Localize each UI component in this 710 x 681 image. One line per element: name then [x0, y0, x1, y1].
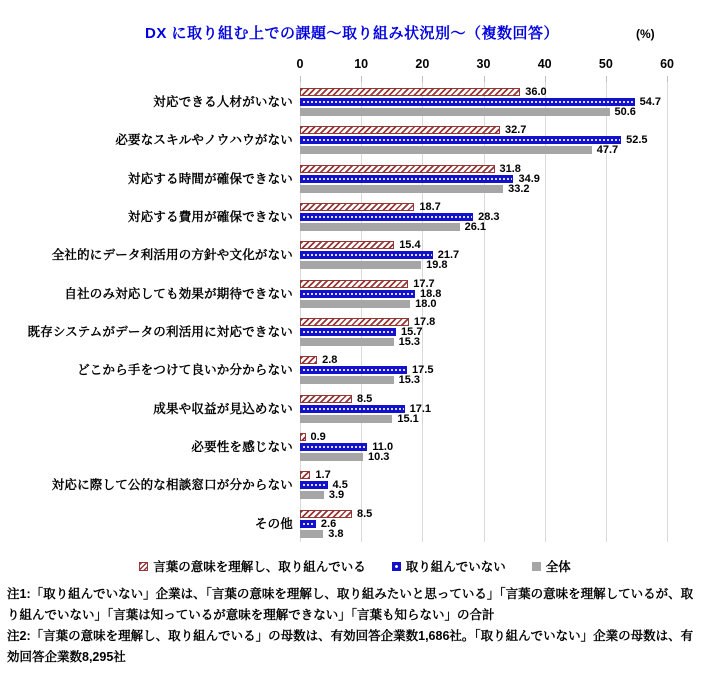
x-axis-tick-label: 40 [537, 57, 552, 71]
bar-red-hatch [300, 318, 409, 326]
value-label: 8.5 [356, 392, 373, 405]
x-axis-tick-label: 20 [415, 57, 430, 71]
category-label: 必要なスキルやノウハウがない [115, 133, 293, 148]
value-label: 19.8 [426, 259, 448, 272]
value-label: 31.8 [499, 162, 521, 175]
bar-blue-dots [300, 443, 367, 451]
category-label: 成果や収益が見込めない [153, 401, 293, 416]
value-label: 2.8 [322, 354, 338, 367]
notes [7, 584, 704, 668]
bar-gray-solid [300, 338, 394, 346]
value-label: 1.7 [315, 469, 331, 482]
bar-red-hatch [300, 203, 414, 211]
value-label: 2.6 [320, 517, 337, 530]
bar-blue-dots [300, 290, 415, 298]
bar-blue-dots [300, 481, 328, 489]
note-1: 注1:「取り組んでいない」企業は、「言葉の意味を理解し、取り組みたいと思っている」「言葉の意味を理解しているが、取り組んでいない」「言葉は知っているが意味を理解できない」「言葉も知らない」の合計 [7, 587, 694, 622]
value-label: 50.6 [614, 106, 636, 118]
category-label: 自社のみ対応しても効果が期待できない [64, 286, 293, 301]
legend-label: 取り組んでいない [405, 560, 506, 574]
bar-blue-dots [300, 366, 407, 374]
category-label: 既存システムがデータの利活用に対応できない [27, 325, 293, 340]
value-label: 47.7 [596, 144, 619, 157]
value-label: 15.1 [397, 412, 419, 425]
category-label: 対応する費用が確保できない [127, 210, 293, 225]
bar-red-hatch [300, 471, 310, 479]
legend [0, 557, 710, 575]
value-label: 3.9 [328, 489, 345, 502]
category-label: 必要性を感じない [191, 440, 293, 455]
category-label: 全社的にデータ利活用の方針や文化がない [51, 248, 293, 263]
value-label: 33.2 [508, 182, 530, 195]
bar-red-hatch [300, 510, 352, 518]
value-label: 15.3 [398, 335, 420, 348]
value-label: 10.3 [368, 450, 390, 463]
x-axis-tick-label: 50 [598, 57, 613, 71]
bar-gray-solid [300, 146, 592, 154]
bar-gray-solid [300, 300, 410, 308]
value-label: 18.0 [415, 297, 437, 310]
x-axis-tick-label: 60 [660, 57, 674, 71]
legend-item [139, 557, 366, 575]
bar-blue-dots [300, 175, 513, 183]
bar-red-hatch [300, 433, 306, 441]
category-label: どこから手をつけて良いか分からない [77, 363, 293, 378]
bar-red-hatch [300, 88, 520, 96]
x-axis-tick-label: 30 [476, 57, 491, 71]
legend-swatch-blue-dots [392, 562, 401, 571]
value-label: 54.7 [639, 96, 662, 108]
value-label: 11.0 [372, 440, 394, 453]
bar-blue-dots [300, 98, 635, 106]
chart-title: DX に取り組む上での課題～取り組み状況別～（複数回答） [145, 25, 560, 42]
category-label: 対応する時間が確保できない [127, 171, 293, 186]
value-label: 18.8 [419, 287, 442, 300]
unit-label: (%) [636, 27, 655, 41]
bar-blue-dots [300, 328, 396, 336]
bar-gray-solid [300, 261, 421, 269]
bar-blue-dots [300, 136, 621, 144]
bar-gray-solid [300, 185, 503, 193]
category-label: 対応できる人材がいない [153, 95, 293, 110]
value-label: 17.8 [413, 315, 436, 328]
value-label: 21.7 [437, 249, 460, 262]
value-label: 18.7 [419, 200, 441, 213]
category-label: 対応に際して公的な相談窓口が分からない [51, 478, 293, 493]
legend-item [392, 557, 506, 575]
category-label: その他 [254, 516, 293, 531]
value-label: 26.1 [464, 220, 487, 233]
bar-gray-solid [300, 376, 394, 384]
legend-swatch-red-hatch [139, 562, 148, 571]
x-axis-tick-label: 0 [296, 57, 304, 71]
bar-red-hatch [300, 395, 352, 403]
gridline [667, 82, 668, 542]
value-label: 0.9 [310, 430, 326, 443]
bar-red-hatch [300, 356, 317, 364]
value-label: 17.5 [412, 364, 434, 377]
bar-blue-dots [300, 520, 316, 528]
value-label: 15.3 [398, 374, 420, 387]
value-label: 8.5 [356, 507, 373, 520]
value-label: 17.7 [413, 277, 435, 290]
value-label: 36.0 [525, 86, 547, 98]
bar-gray-solid [300, 530, 323, 538]
value-label: 17.1 [409, 402, 432, 415]
bar-red-hatch [300, 165, 495, 173]
bar-red-hatch [300, 241, 394, 249]
note-2: 注2:「言葉の意味を理解し、取り組んでいる」の母数は、有効回答企業数1,686社。「取り組んでいない」企業の母数は、有効回答企業数8,295社 [7, 629, 694, 664]
value-label: 34.9 [518, 172, 540, 185]
legend-swatch-gray-solid [532, 562, 541, 571]
value-label: 15.7 [401, 325, 423, 338]
bar-blue-dots [300, 405, 405, 413]
bar-gray-solid [300, 491, 324, 499]
value-label: 32.7 [505, 124, 527, 137]
x-axis-tick-label: 10 [354, 57, 369, 71]
value-label: 52.5 [626, 134, 648, 147]
value-label: 4.5 [332, 479, 348, 492]
bar-gray-solid [300, 223, 460, 231]
legend-label: 言葉の意味を理解し、取り組んでいる [153, 560, 366, 574]
value-label: 15.4 [399, 239, 421, 252]
value-label: 28.3 [478, 210, 500, 223]
bar-blue-dots [300, 213, 473, 221]
bar-gray-solid [300, 108, 610, 116]
bar-gray-solid [300, 453, 363, 461]
bar-blue-dots [300, 251, 433, 259]
legend-label: 全体 [545, 560, 571, 574]
legend-item [532, 557, 571, 575]
value-label: 3.8 [328, 527, 344, 540]
bar-red-hatch [300, 280, 408, 288]
bar-red-hatch [300, 126, 500, 134]
bar-gray-solid [300, 415, 392, 423]
